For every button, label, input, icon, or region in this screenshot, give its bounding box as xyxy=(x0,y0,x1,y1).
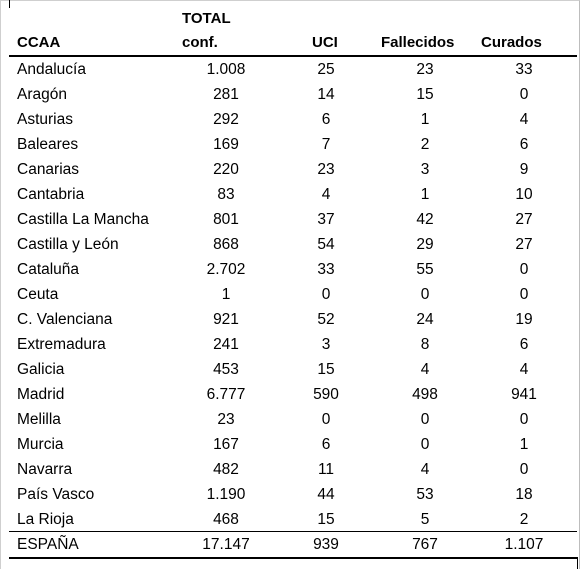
cell-curados: 18 xyxy=(515,486,533,503)
cell-fallecidos: 55 xyxy=(416,261,434,278)
total-curados: 1.107 xyxy=(504,536,544,553)
cell-uci: 15 xyxy=(317,511,335,528)
cell-ccaa: Asturias xyxy=(17,111,73,128)
cell-ccaa: Extremadura xyxy=(17,336,106,353)
bottom-border xyxy=(9,557,577,559)
cell-total: 482 xyxy=(213,461,239,478)
cell-ccaa: Navarra xyxy=(17,461,73,478)
cell-total: 167 xyxy=(213,436,239,453)
cell-ccaa: Castilla La Mancha xyxy=(17,211,149,228)
cell-ccaa: Melilla xyxy=(17,411,61,428)
cell-curados: 0 xyxy=(519,86,529,103)
cell-total: 241 xyxy=(213,336,239,353)
cell-ccaa: Madrid xyxy=(17,386,65,403)
cell-uci: 33 xyxy=(317,261,335,278)
cell-total: 2.702 xyxy=(206,261,246,278)
cell-fallecidos: 1 xyxy=(420,111,430,128)
total-ccaa: ESPAÑA xyxy=(17,536,79,553)
cell-uci: 6 xyxy=(321,436,331,453)
cell-uci: 4 xyxy=(321,186,331,203)
cell-total: 83 xyxy=(217,186,235,203)
cell-total: 1 xyxy=(221,286,231,303)
cell-uci: 6 xyxy=(321,111,331,128)
cell-ccaa: Aragón xyxy=(17,86,67,103)
cell-uci: 14 xyxy=(317,86,335,103)
cell-ccaa: Castilla y León xyxy=(17,236,119,253)
cell-uci: 0 xyxy=(321,411,331,428)
cell-fallecidos: 23 xyxy=(416,61,434,78)
cell-fallecidos: 15 xyxy=(416,86,434,103)
cell-total: 453 xyxy=(213,361,239,378)
header-total-line2: conf. xyxy=(182,34,218,51)
bottom-right-corner-mark xyxy=(577,557,578,569)
header-uci: UCI xyxy=(312,34,338,51)
cell-ccaa: Galicia xyxy=(17,361,65,378)
cell-curados: 27 xyxy=(515,211,533,228)
cell-uci: 3 xyxy=(321,336,331,353)
total-uci: 939 xyxy=(313,536,339,553)
cell-curados: 1 xyxy=(519,436,529,453)
cell-total: 169 xyxy=(213,136,239,153)
header-curados: Curados xyxy=(481,34,542,51)
cell-ccaa: La Rioja xyxy=(17,511,74,528)
cell-fallecidos: 3 xyxy=(420,161,430,178)
cell-uci: 44 xyxy=(317,486,335,503)
cell-curados: 9 xyxy=(519,161,529,178)
cell-fallecidos: 0 xyxy=(420,436,430,453)
cell-curados: 33 xyxy=(515,61,533,78)
cell-uci: 23 xyxy=(317,161,335,178)
cell-curados: 10 xyxy=(515,186,533,203)
total-fallecidos: 767 xyxy=(412,536,438,553)
cell-fallecidos: 4 xyxy=(420,461,430,478)
cell-curados: 4 xyxy=(519,361,529,378)
cell-ccaa: Cantabria xyxy=(17,186,85,203)
cell-fallecidos: 0 xyxy=(420,286,430,303)
cell-curados: 941 xyxy=(511,386,537,403)
cell-fallecidos: 5 xyxy=(420,511,430,528)
cell-curados: 19 xyxy=(515,311,533,328)
cell-ccaa: Cataluña xyxy=(17,261,80,278)
cell-ccaa: País Vasco xyxy=(17,486,95,503)
cell-uci: 15 xyxy=(317,361,335,378)
cell-fallecidos: 24 xyxy=(416,311,434,328)
cell-ccaa: C. Valenciana xyxy=(17,311,113,328)
cell-curados: 2 xyxy=(519,511,529,528)
cell-curados: 0 xyxy=(519,286,529,303)
cell-ccaa: Murcia xyxy=(17,436,64,453)
cell-ccaa: Canarias xyxy=(17,161,80,178)
cell-uci: 11 xyxy=(317,461,335,478)
top-left-corner-mark xyxy=(9,0,10,8)
total-total: 17.147 xyxy=(202,536,250,553)
header-fallecidos: Fallecidos xyxy=(381,34,455,51)
cell-total: 1.008 xyxy=(206,61,246,78)
cell-fallecidos: 0 xyxy=(420,411,430,428)
total-divider xyxy=(9,531,577,532)
cell-total: 801 xyxy=(213,211,239,228)
cell-total: 1.190 xyxy=(206,486,246,503)
cell-total: 292 xyxy=(213,111,239,128)
cell-uci: 590 xyxy=(313,386,339,403)
cell-uci: 25 xyxy=(317,61,335,78)
header-ccaa: CCAA xyxy=(17,34,61,51)
cell-total: 6.777 xyxy=(206,386,246,403)
cell-total: 921 xyxy=(213,311,239,328)
header-divider xyxy=(9,55,577,57)
cell-uci: 37 xyxy=(317,211,335,228)
cell-fallecidos: 1 xyxy=(420,186,430,203)
cell-total: 468 xyxy=(213,511,239,528)
cell-curados: 6 xyxy=(519,336,529,353)
cell-fallecidos: 42 xyxy=(416,211,434,228)
cell-curados: 4 xyxy=(519,111,529,128)
cell-curados: 27 xyxy=(515,236,533,253)
header-total-line1: TOTAL xyxy=(182,10,231,27)
cell-fallecidos: 2 xyxy=(420,136,430,153)
cell-fallecidos: 53 xyxy=(416,486,434,503)
cell-total: 281 xyxy=(213,86,239,103)
cell-curados: 0 xyxy=(519,411,529,428)
cell-ccaa: Ceuta xyxy=(17,286,59,303)
cell-fallecidos: 29 xyxy=(416,236,434,253)
cell-total: 23 xyxy=(217,411,235,428)
cell-curados: 0 xyxy=(519,461,529,478)
cell-fallecidos: 498 xyxy=(412,386,438,403)
cell-ccaa: Baleares xyxy=(17,136,79,153)
cell-total: 220 xyxy=(213,161,239,178)
cell-uci: 54 xyxy=(317,236,335,253)
cell-uci: 7 xyxy=(321,136,331,153)
cell-ccaa: Andalucía xyxy=(17,61,86,78)
cell-fallecidos: 8 xyxy=(420,336,430,353)
cell-total: 868 xyxy=(213,236,239,253)
cell-curados: 0 xyxy=(519,261,529,278)
cell-curados: 6 xyxy=(519,136,529,153)
cell-uci: 0 xyxy=(321,286,331,303)
cell-fallecidos: 4 xyxy=(420,361,430,378)
cell-uci: 52 xyxy=(317,311,335,328)
